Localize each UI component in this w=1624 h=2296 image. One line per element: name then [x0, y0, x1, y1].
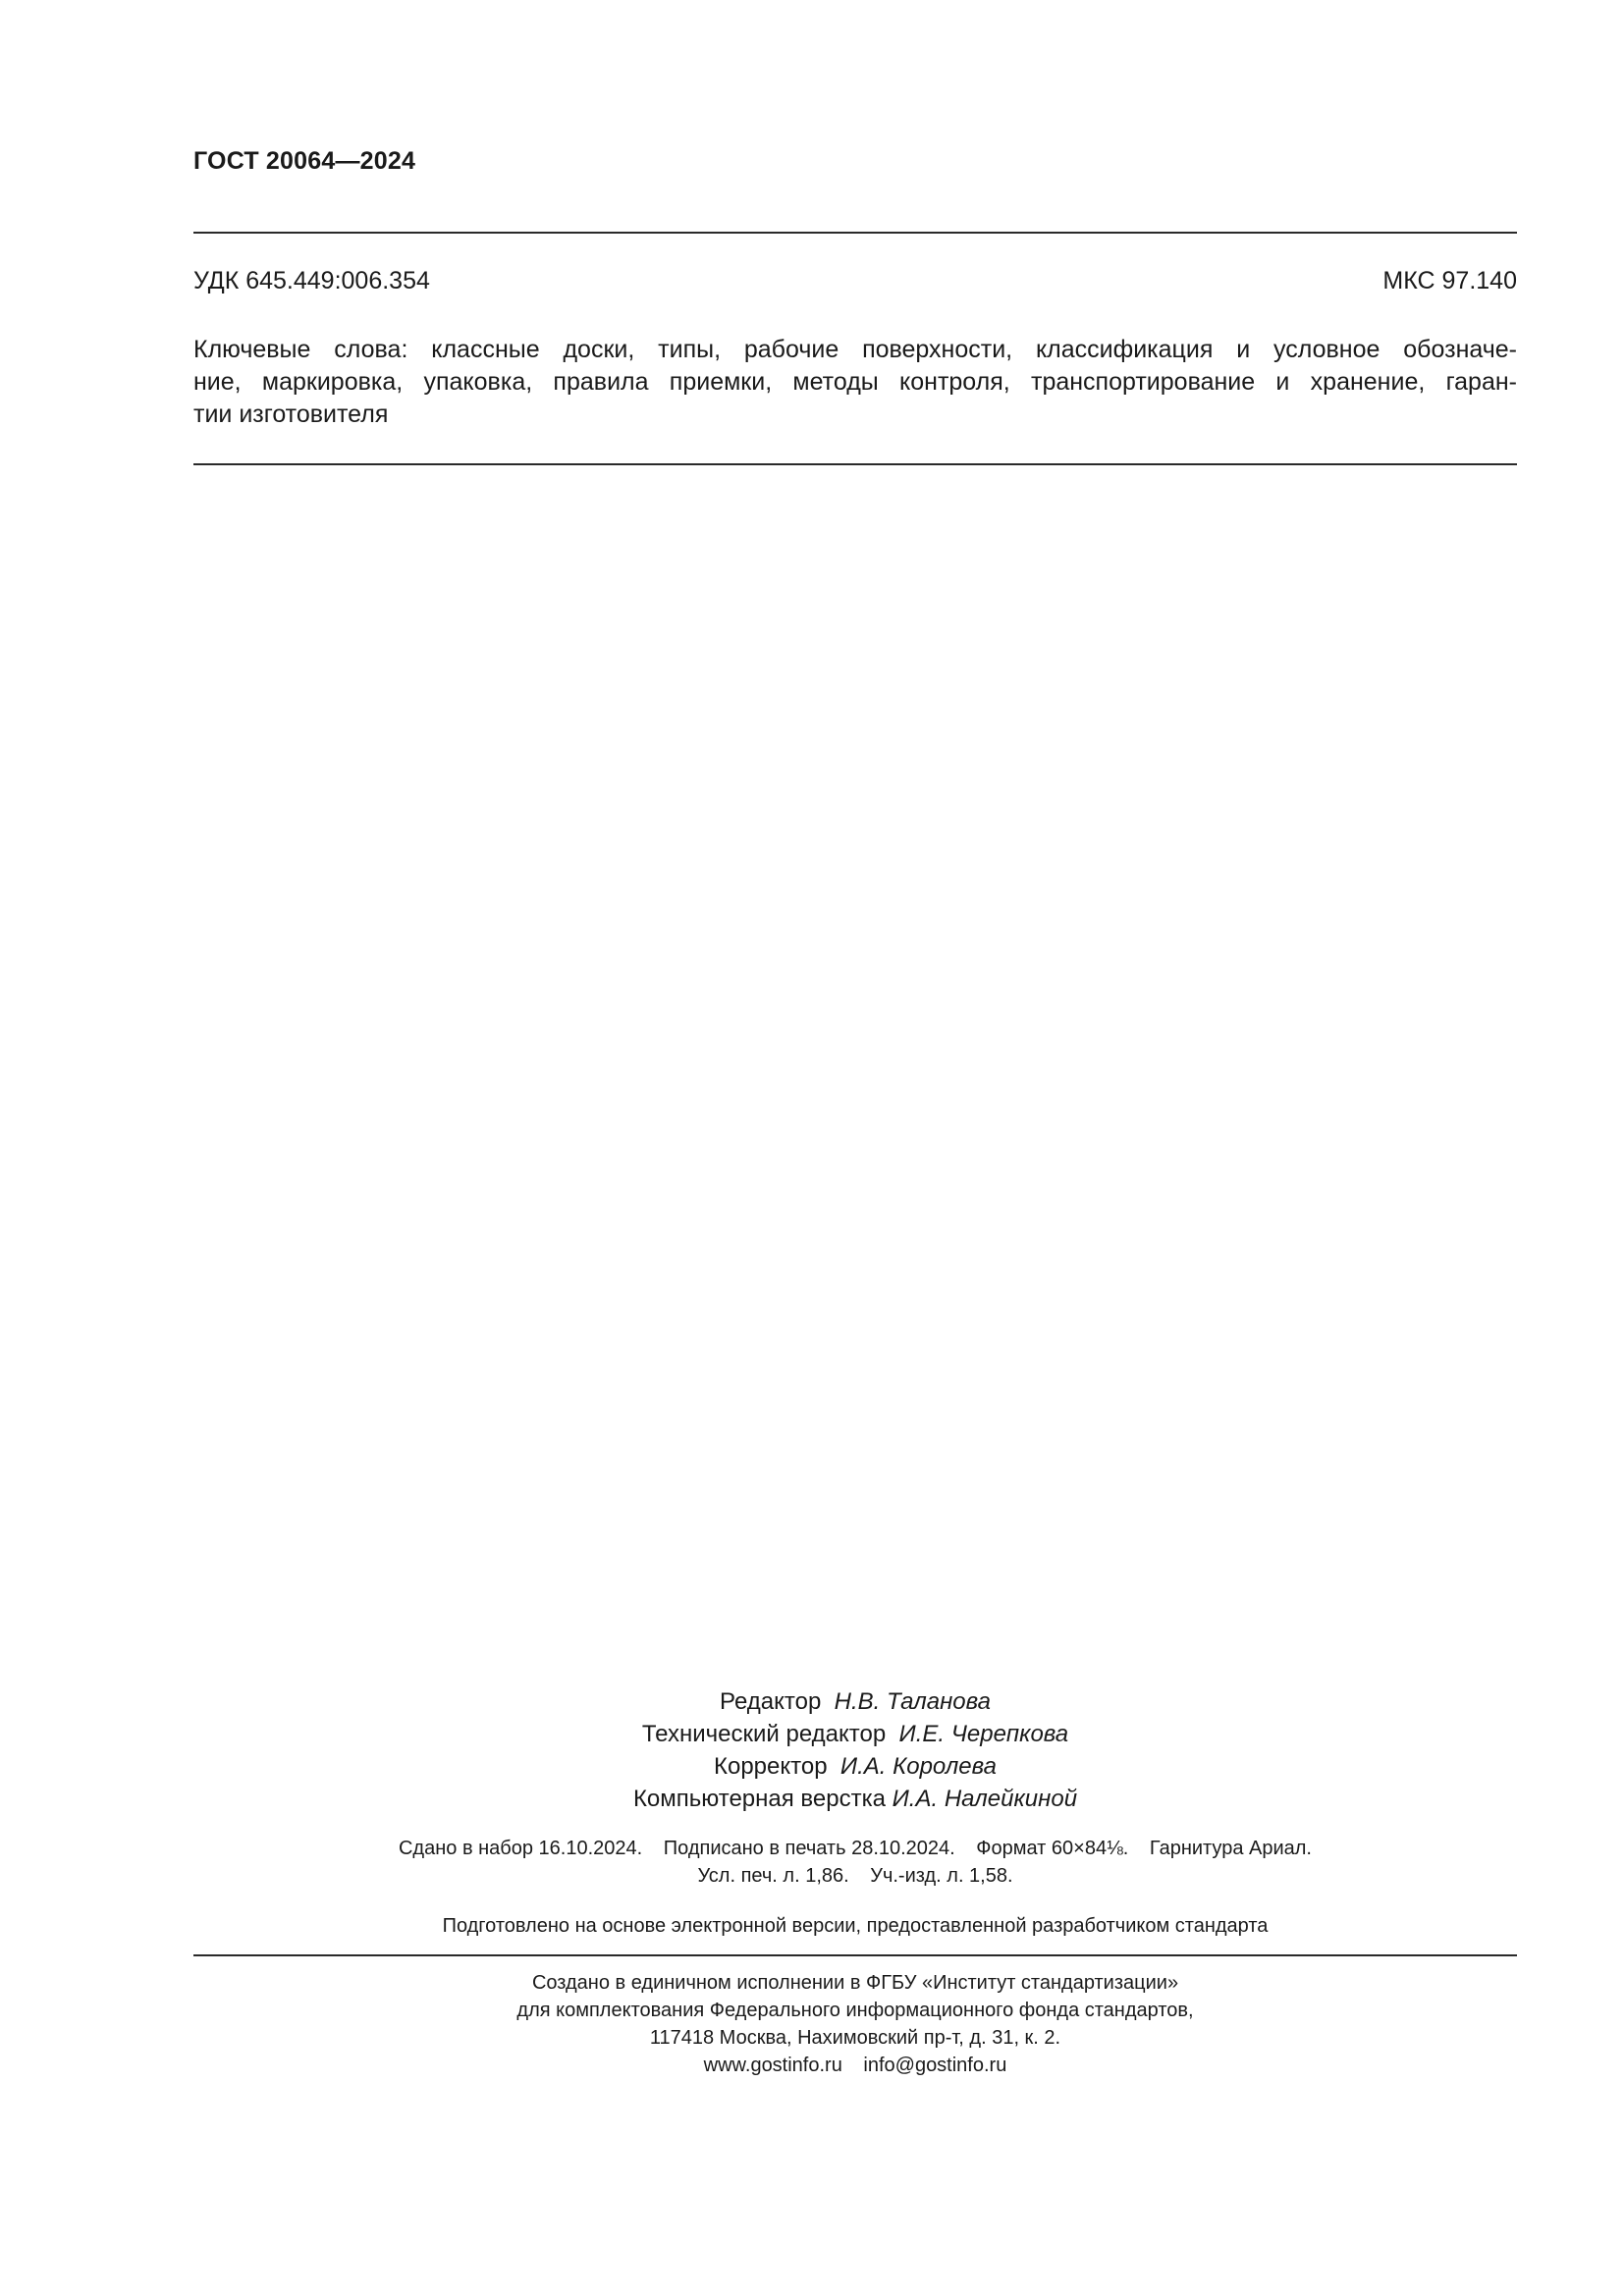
- imprint-block: [193, 1835, 1517, 1890]
- imprint-line-2: [193, 1862, 1517, 1890]
- standard-number: ГОСТ 20064—2024: [193, 147, 416, 175]
- email-link[interactable]: info@gostinfo.ru: [863, 2055, 1007, 2076]
- imprint-typeset: Сдано в набор 16.10.2024.: [398, 1838, 643, 1859]
- website-link[interactable]: www.gostinfo.ru: [703, 2055, 842, 2076]
- top-divider: [193, 232, 1517, 234]
- keywords-line-3: тии изготовителя: [193, 400, 389, 428]
- imprint-pub-sheets: Уч.-изд. л. 1,58.: [870, 1865, 1013, 1887]
- credit-editor: [193, 1685, 1517, 1718]
- credit-role: Компьютерная верстка: [632, 1786, 886, 1812]
- credit-name: И.А. Налейкиной: [892, 1786, 1078, 1812]
- imprint-format: Формат 60×84⅛.: [976, 1838, 1129, 1859]
- keywords-line-1: Ключевые слова: классные доски, типы, рабочие поверхности, классификация и условное обозначе-: [193, 336, 1517, 363]
- publisher-line-1: Создано в единичном исполнении в ФГБУ «Институт стандартизации»: [531, 1972, 1179, 1994]
- credit-name: И.Е. Черепкова: [898, 1721, 1069, 1747]
- credit-role: Корректор: [714, 1753, 828, 1780]
- credit-name: Н.В. Таланова: [834, 1688, 991, 1715]
- bottom-divider: [193, 1954, 1517, 1956]
- udk-code: УДК 645.449:006.354: [193, 267, 430, 294]
- imprint-typeface: Гарнитура Ариал.: [1149, 1838, 1312, 1859]
- credit-proofreader: [193, 1750, 1517, 1783]
- credit-name: И.А. Королева: [839, 1753, 997, 1780]
- publisher-line-2: для комплектования Федерального информационного фонда стандартов,: [516, 2000, 1194, 2021]
- mks-code: МКС 97.140: [1382, 267, 1517, 294]
- credit-role: Редактор: [720, 1688, 822, 1715]
- publisher-address: 117418 Москва, Нахимовский пр-т, д. 31, к. 2.: [649, 2027, 1061, 2049]
- keywords-block: [193, 334, 1517, 431]
- keywords-divider: [193, 463, 1517, 465]
- keywords-line-2: ние, маркировка, упаковка, правила приемки, методы контроля, транспортирование и хранение, гаран-: [193, 368, 1517, 396]
- publisher-contacts: [193, 2052, 1517, 2079]
- credit-tech-editor: [193, 1718, 1517, 1750]
- prepared-note: Подготовлено на основе электронной версии, предоставленной разработчиком стандарта: [442, 1915, 1269, 1937]
- credit-layout: [193, 1783, 1517, 1815]
- publisher-block: [193, 1969, 1517, 2079]
- imprint-signed: Подписано в печать 28.10.2024.: [663, 1838, 955, 1859]
- imprint-line-1: [193, 1835, 1517, 1862]
- imprint-print-sheets: Усл. печ. л. 1,86.: [697, 1865, 849, 1887]
- credit-role: Технический редактор: [641, 1721, 887, 1747]
- credits-block: [193, 1685, 1517, 1815]
